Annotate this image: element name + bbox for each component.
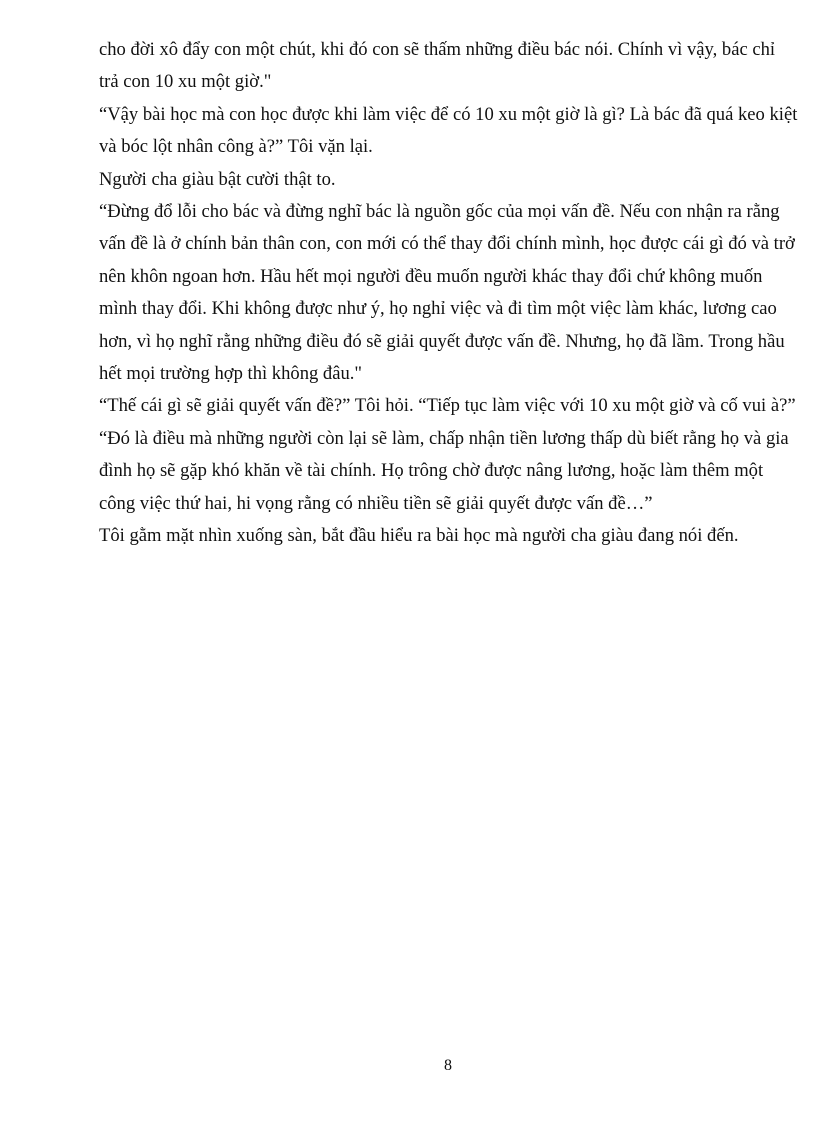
paragraph: Tôi gằm mặt nhìn xuống sàn, bắt đầu hiểu ra bài học mà người cha giàu đang nói đến. bbox=[99, 525, 739, 547]
paragraph: “Thế cái gì sẽ giải quyết vấn đề?” Tôi hỏi. “Tiếp tục làm việc với 10 xu một giờ và cố vui à?” bbox=[99, 395, 796, 417]
paragraph: “Đừng đổ lỗi cho bác và đừng nghĩ bác là nguồn gốc của mọi vấn đề. Nếu con nhận ra rằng vấn đề là ở chính bản thân con, con mới có thể thay đổi chính mình, học được cái gì đó và trở nên khôn ngoan hơn. Hầu hết mọi người đều muốn người khác thay đổi chứ không muốn mình thay đổi. Khi không được như ý, họ nghỉ việc và đi tìm một việc làm khác, lương cao hơn, vì họ nghĩ rằng những điều đó sẽ giải quyết được vấn đề. Nhưng, họ đã lầm. Trong hầu hết mọi trường hợp thì không đâu." bbox=[99, 201, 795, 385]
paragraph: Người cha giàu bật cười thật to. bbox=[99, 168, 336, 190]
paragraph: “Vậy bài học mà con học được khi làm việc để có 10 xu một giờ là gì? Là bác đã quá keo kiệt và bóc lột nhân công à?” Tôi vặn lại. bbox=[99, 103, 798, 158]
page-number: 8 bbox=[444, 1057, 452, 1074]
paragraph: “Đó là điều mà những người còn lại sẽ làm, chấp nhận tiền lương thấp dù biết rằng họ và gia đình họ sẽ gặp khó khăn về tài chính. Họ trông chờ được nâng lương, hoặc làm thêm một công việc thứ hai, hi vọng rằng có nhiều tiền sẽ giải quyết được vấn đề…” bbox=[99, 427, 789, 514]
paragraph: cho đời xô đẩy con một chút, khi đó con sẽ thấm những điều bác nói. Chính vì vậy, bác chỉ trả con 10 xu một giờ." bbox=[99, 39, 776, 93]
body-text bbox=[99, 34, 799, 553]
